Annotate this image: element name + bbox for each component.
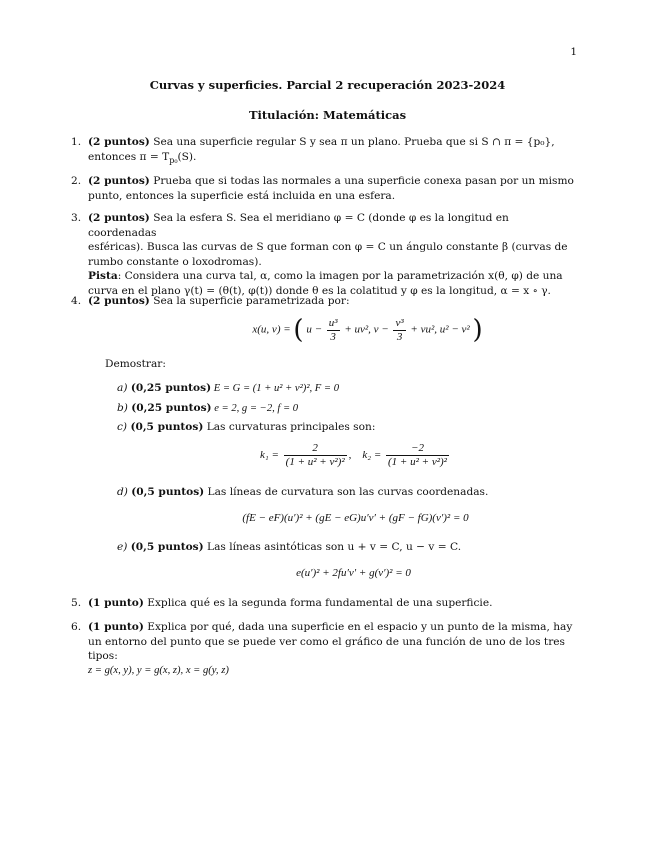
exam-subtitle: Titulación: Matemáticas <box>248 108 407 122</box>
demostrar-label: Demostrar: <box>105 358 166 370</box>
problem-4: 4. (2 puntos) Sea la superficie parametrizada por: <box>71 295 350 307</box>
problem-5-points: (1 punto) <box>88 597 144 609</box>
problem-6: 6. (1 punto) Explica por qué, dada una superficie en el espacio y un punto de la misma, hay un entorno del punto que se puede ver como el gráfico de una función de uno de los tres tipos: z = g(x, y), y = g(x, z), x = g(y, z) <box>71 621 573 676</box>
problem-2-points: (2 puntos) <box>88 175 150 187</box>
page-number: 1 <box>570 46 577 58</box>
problem-2: 2. (2 puntos) Prueba que si todas las normales a una superficie conexa pasan por un mismo punto, entonces la superficie está incluida en una esfera. <box>71 175 574 202</box>
param-equation: x(u, v) = ( u − $\frac{\text{u³}}{3}$ + uv², v − $\frac{\text{v³}}{3}$ + vu², u² − v² ) <box>252 315 483 345</box>
subpart-c: c) (0,5 puntos) Las curvaturas principales son: <box>117 421 376 433</box>
problem-4-points: (2 puntos) <box>88 295 150 307</box>
hint-label: Pista <box>88 270 118 282</box>
problem-3-points: (2 puntos) <box>88 212 150 224</box>
exam-title: Curvas y superficies. Parcial 2 recuperación 2023-2024 <box>149 78 506 92</box>
subpart-a: a) (0,25 puntos) E = G = (1 + u² + v²)², F = 0 <box>117 382 340 394</box>
asymptotic-lines-equation: e(u′)² + 2fu′v′ + g(v′)² = 0 <box>296 567 411 579</box>
curvatures-equation: k₁ = $\frac{2}{\text{(1 + u² + v²)²}}$ , k₂ = $\frac{-2}{\text{(1 + u² + v²)²}}$ <box>260 442 447 468</box>
problem-3: 3. (2 puntos) Sea la esfera S. Sea el meridiano φ = C (donde φ es la longitud en coordenadas esféricas). Busca las curvas de S que forman con φ = C un ángulo constante β (curvas de rumbo constante o loxodromas). Pista: Considera una curva tal, α, como la imagen por la parametrización x(θ, φ) de una curva en el plano γ(t) = (θ(t), φ(t)) donde θ es la colatitud y φ es la longitud, α = x ∘ γ. <box>71 212 568 297</box>
problem-5: 5. (1 punto) Explica qué es la segunda forma fundamental de una superficie. <box>71 597 493 609</box>
problem-6-points: (1 punto) <box>88 621 144 633</box>
problem-1-points: (2 puntos) <box>88 136 150 148</box>
subpart-b: b) (0,25 puntos) e = 2, g = −2, f = 0 <box>117 402 299 414</box>
problem-1: 1. (2 puntos) Sea una superficie regular S y sea π un plano. Prueba que si S ∩ π = {p₀}, entonces $\pi = T_{p_0}(S)$. <box>71 136 555 165</box>
subpart-d: d) (0,5 puntos) Las líneas de curvatura son las curvas coordenadas. <box>117 486 489 498</box>
curvature-lines-equation: (fE − eF)(u′)² + (gE − eG)u′v′ + (gF − fG)(v′)² = 0 <box>242 512 469 524</box>
subpart-e: e) (0,5 puntos) Las líneas asintóticas son u + v = C, u − v = C. <box>117 541 462 553</box>
